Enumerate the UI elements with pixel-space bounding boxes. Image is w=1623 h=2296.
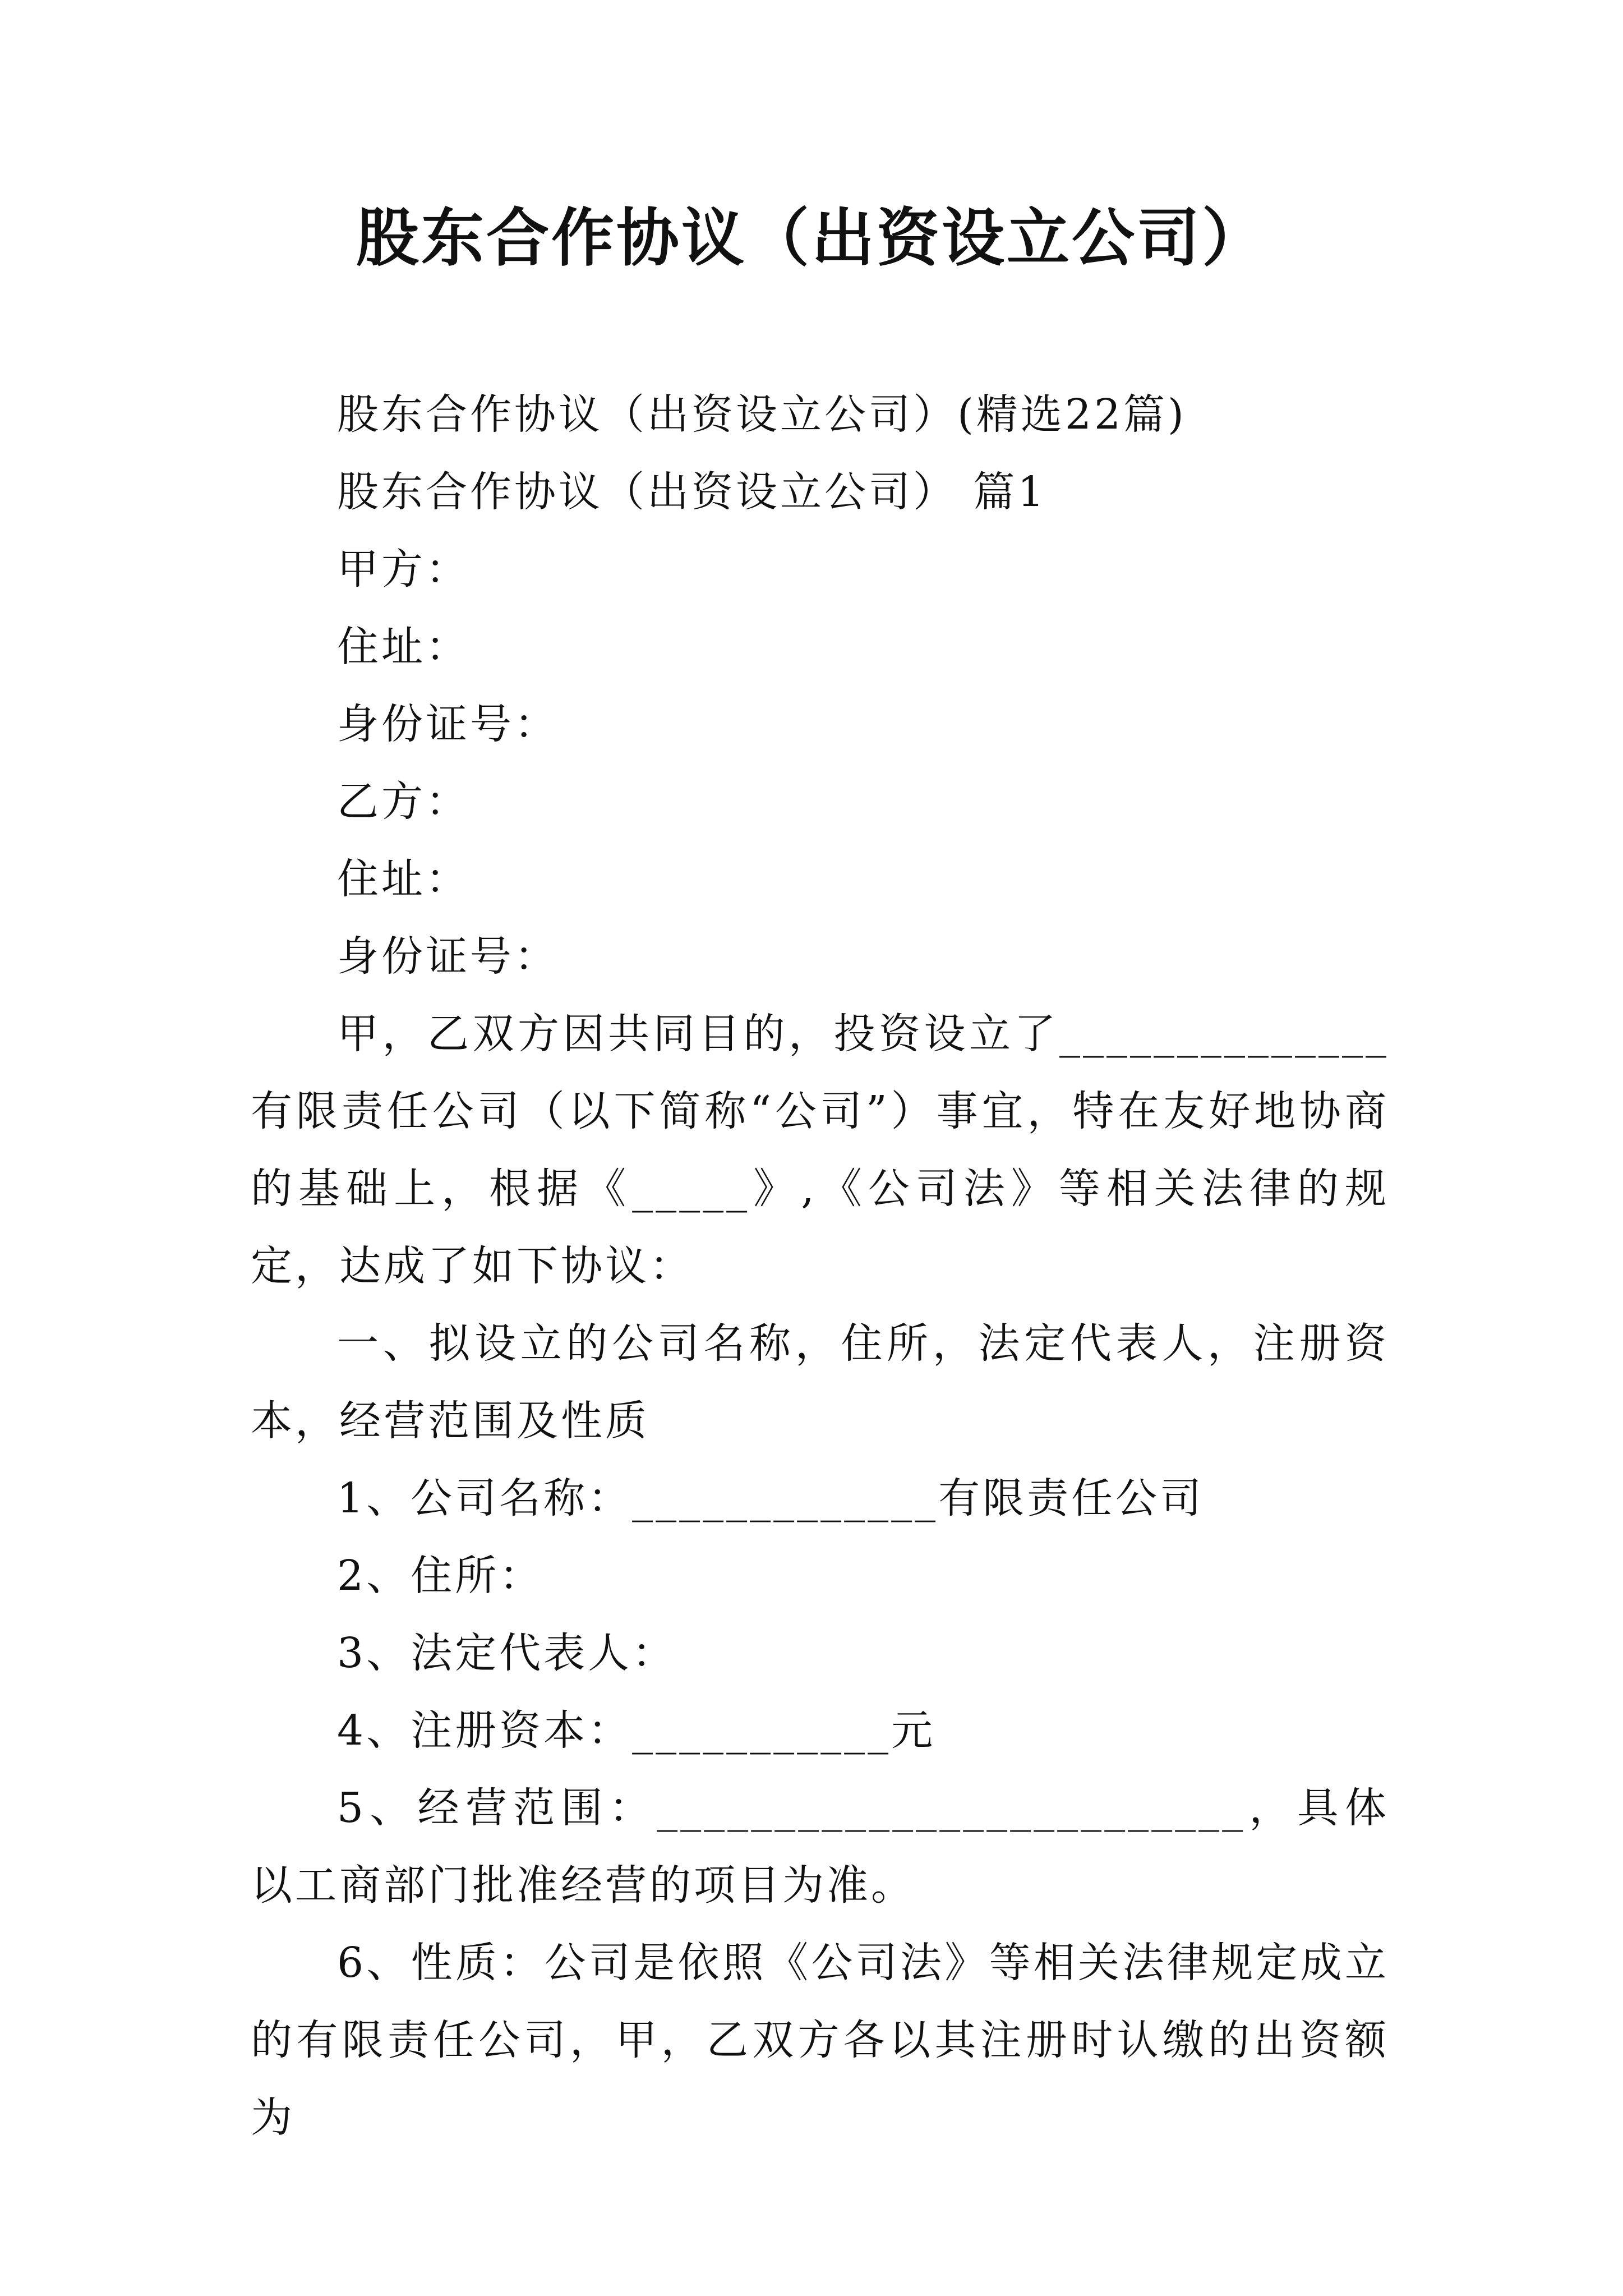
legal-representative-item: 3、法定代表人： — [337, 1629, 677, 1677]
section-one-heading: 一、拟设立的公司名称，住所，法定代表人，注册资本，经营范围及性质 — [251, 1319, 1389, 1445]
party-b-address: 住址： — [337, 855, 470, 903]
company-name-item: 1、公司名称：_____________有限责任公司 — [337, 1474, 1205, 1522]
party-a-label: 甲方： — [337, 545, 470, 593]
agreement-preamble: 甲，乙双方因共同目的，投资设立了______________有限责任公司（以下简称“公司”）事宜，特在友好地协商的基础上，根据《_____》,《公司法》等相关法律的规定，达成了如下协议： — [251, 1010, 1389, 1290]
party-b-label: 乙方： — [337, 777, 470, 826]
party-a-address: 住址： — [337, 623, 470, 671]
business-scope-item: 5、经营范围：_________________________，具体以工商部门批准经营的项目为准。 — [251, 1784, 1389, 1910]
company-nature-item: 6、性质：公司是依照《公司法》等相关法律规定成立的有限责任公司，甲，乙双方各以其注册时认缴的出资额为 — [251, 1939, 1389, 2142]
party-b-id-number: 身份证号： — [337, 932, 559, 981]
document-title: 股东合作协议（出资设立公司） — [356, 201, 1267, 275]
company-domicile-item: 2、住所： — [337, 1552, 544, 1600]
party-a-id-number: 身份证号： — [337, 700, 559, 748]
paragraph-section-title: 股东合作协议（出资设立公司） 篇1 — [337, 468, 1047, 516]
registered-capital-item: 4、注册资本：___________元 — [337, 1706, 936, 1755]
paragraph-collection-title: 股东合作协议（出资设立公司）(精选22篇) — [337, 390, 1187, 439]
document-body — [251, 376, 1389, 2156]
